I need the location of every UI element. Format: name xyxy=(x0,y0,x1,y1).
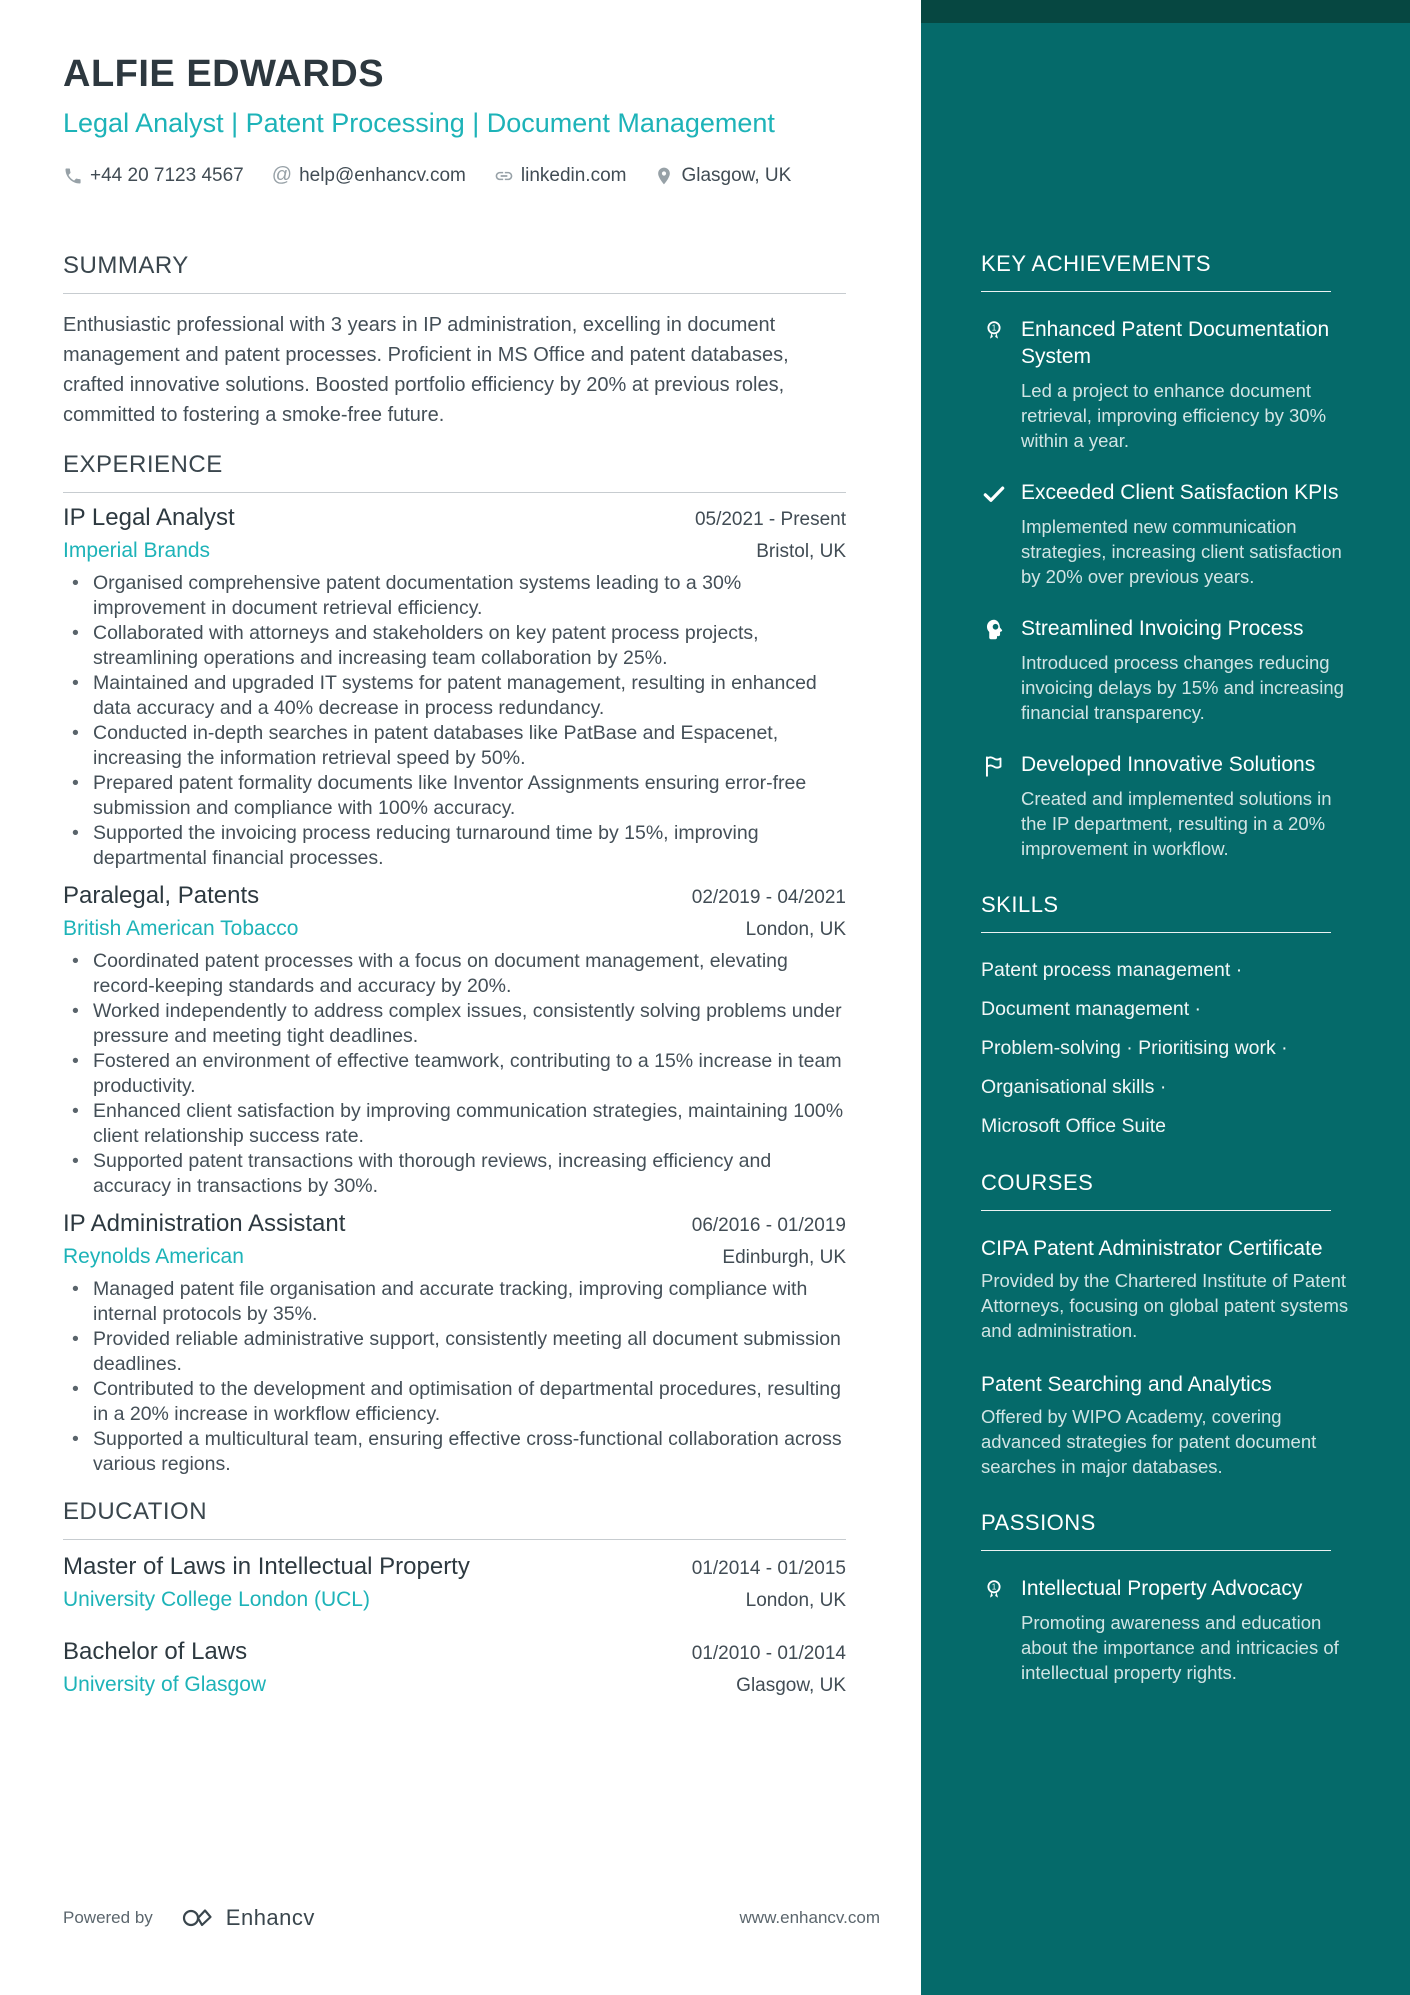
passion-item xyxy=(981,1575,1351,1685)
passion-text: Promoting awareness and education about the importance and intricacies of intellectual property rights. xyxy=(1021,1612,1339,1683)
flag-icon xyxy=(981,751,1007,861)
achievement-item xyxy=(981,615,1351,725)
candidate-headline: Legal Analyst | Patent Processing | Document Management xyxy=(63,108,775,138)
contact-email[interactable] xyxy=(272,164,466,187)
job-bullet: • Provided reliable administrative support, consistently meeting all document submission deadlines. xyxy=(63,1327,846,1377)
job-bullet: • Prepared patent formality documents like Inventor Assignments ensuring error-free submission and compliance with 100% accuracy. xyxy=(63,771,846,821)
medal-icon xyxy=(981,1575,1007,1685)
course-item xyxy=(981,1371,1351,1479)
experience-entry xyxy=(63,881,846,1199)
job-bullet: • Managed patent file organisation and accurate tracking, improving compliance with internal protocols by 35%. xyxy=(63,1277,846,1327)
education-dates: 01/2010 - 01/2014 xyxy=(691,1643,846,1664)
job-bullet: • Fostered an environment of effective teamwork, contributing to a 15% increase in team productivity. xyxy=(63,1049,846,1099)
achievement-text: Implemented new communication strategies, increasing client satisfaction by 20% over previous years. xyxy=(1021,516,1342,587)
course-text: Offered by WIPO Academy, covering advanced strategies for patent document searches in major databases. xyxy=(981,1406,1317,1477)
experience-entry xyxy=(63,503,846,871)
divider xyxy=(981,1210,1331,1211)
experience-entry xyxy=(63,1209,846,1477)
contact-link-value[interactable]: linkedin.com xyxy=(520,164,627,186)
powered-by-label: Powered by xyxy=(63,1908,153,1927)
skill-line[interactable]: Microsoft Office Suite xyxy=(981,1115,1166,1137)
candidate-name: ALFIE EDWARDS xyxy=(63,53,385,95)
achievement-title: Streamlined Invoicing Process xyxy=(1021,617,1304,640)
summary-heading: SUMMARY xyxy=(63,252,189,279)
contact-email-value[interactable]: help@enhancv.com xyxy=(299,164,466,186)
course-item xyxy=(981,1235,1351,1343)
course-title: CIPA Patent Administrator Certificate xyxy=(981,1237,1323,1260)
achievement-text: Led a project to enhance document retrieval, improving efficiency by 30% within a year. xyxy=(1021,380,1327,451)
divider xyxy=(63,1539,846,1540)
education-heading: EDUCATION xyxy=(63,1498,208,1525)
job-bullet: • Conducted in-depth searches in patent databases like PatBase and Espacenet, increasing the information retrieval speed by 50%. xyxy=(63,721,846,771)
contact-location-value: Glasgow, UK xyxy=(681,164,792,186)
experience-heading: EXPERIENCE xyxy=(63,451,223,478)
education-dates: 01/2014 - 01/2015 xyxy=(691,1558,846,1579)
job-bullet-list xyxy=(63,571,846,871)
contact-link[interactable] xyxy=(494,165,627,187)
passion-title: Intellectual Property Advocacy xyxy=(1021,1577,1303,1600)
job-company[interactable]: British American Tobacco xyxy=(63,917,299,940)
job-bullet: • Enhanced client satisfaction by improving communication strategies, maintaining 100% client relationship success rate. xyxy=(63,1099,846,1149)
degree: Bachelor of Laws xyxy=(63,1638,248,1665)
job-bullet-list xyxy=(63,949,846,1199)
school[interactable]: University of Glasgow xyxy=(63,1673,267,1696)
job-dates: 02/2019 - 04/2021 xyxy=(691,887,846,908)
achievement-text: Introduced process changes reducing invoicing delays by 15% and increasing financial transparency. xyxy=(1021,652,1344,723)
experience-section xyxy=(63,450,846,1477)
education-entry xyxy=(63,1637,846,1698)
key-achievements-section xyxy=(981,250,1351,861)
enhancv-logo-icon xyxy=(181,1906,217,1930)
passions-section xyxy=(981,1509,1351,1685)
skill-line[interactable]: Problem-solving · Prioritising work · xyxy=(981,1037,1288,1059)
job-title: Paralegal, Patents xyxy=(63,882,260,909)
courses-heading: COURSES xyxy=(981,1170,1094,1195)
brand-name[interactable]: Enhancv xyxy=(225,1905,315,1930)
svg-text:1: 1 xyxy=(991,323,997,333)
site-url[interactable]: www.enhancv.com xyxy=(739,1908,880,1927)
link-icon xyxy=(494,166,514,186)
job-bullet: • Supported the invoicing process reducing turnaround time by 15%, improving departmental financial processes. xyxy=(63,821,846,871)
sidebar xyxy=(921,0,1410,1995)
divider xyxy=(63,293,846,294)
divider xyxy=(981,1550,1331,1551)
job-location: Edinburgh, UK xyxy=(722,1247,846,1268)
skill-line[interactable]: Document management · xyxy=(981,998,1202,1020)
education-section xyxy=(63,1497,846,1698)
footer xyxy=(63,1905,880,1931)
main-column xyxy=(63,0,846,1698)
location-pin-icon xyxy=(654,166,674,186)
skill-line[interactable]: Patent process management · xyxy=(981,959,1243,981)
job-bullet-list xyxy=(63,1277,846,1477)
key-achievements-heading: KEY ACHIEVEMENTS xyxy=(981,251,1212,276)
enhancv-logo[interactable] xyxy=(181,1905,315,1931)
skill-list xyxy=(981,957,1351,1139)
achievement-item xyxy=(981,751,1351,861)
achievement-item xyxy=(981,316,1351,453)
job-bullet: • Organised comprehensive patent documentation systems leading to a 30% improvement in document retrieval efficiency. xyxy=(63,571,846,621)
svg-text:1: 1 xyxy=(991,1582,997,1592)
skill-line[interactable]: Organisational skills · xyxy=(981,1076,1167,1098)
course-text: Provided by the Chartered Institute of Patent Attorneys, focusing on global patent systems and administration. xyxy=(981,1270,1349,1341)
head-icon xyxy=(981,615,1007,725)
at-icon: @ xyxy=(271,164,293,186)
courses-section xyxy=(981,1169,1351,1479)
job-company[interactable]: Imperial Brands xyxy=(63,539,211,562)
achievement-title: Exceeded Client Satisfaction KPIs xyxy=(1021,481,1339,504)
achievement-text: Created and implemented solutions in the IP department, resulting in a 20% improvement in workflow. xyxy=(1021,788,1332,859)
contact-location xyxy=(654,165,791,187)
summary-section xyxy=(63,251,846,430)
job-title: IP Administration Assistant xyxy=(63,1210,346,1237)
phone-icon xyxy=(63,166,83,186)
divider xyxy=(981,932,1331,933)
skills-section xyxy=(981,891,1351,1139)
contact-phone-value: +44 20 7123 4567 xyxy=(90,164,244,186)
job-bullet: • Maintained and upgraded IT systems for patent management, resulting in enhanced data accuracy and a 40% decrease in process redundancy. xyxy=(63,671,846,721)
job-bullet: • Supported patent transactions with thorough reviews, increasing efficiency and accuracy in transactions by 30%. xyxy=(63,1149,846,1199)
achievement-item xyxy=(981,479,1351,589)
check-icon xyxy=(981,479,1007,589)
course-title: Patent Searching and Analytics xyxy=(981,1373,1272,1396)
job-location: London, UK xyxy=(745,919,846,940)
job-company[interactable]: Reynolds American xyxy=(63,1245,244,1268)
education-location: Glasgow, UK xyxy=(736,1675,846,1696)
passions-heading: PASSIONS xyxy=(981,1510,1096,1535)
degree: Master of Laws in Intellectual Property xyxy=(63,1553,470,1580)
summary-text: Enthusiastic professional with 3 years in IP administration, excelling in document management and patent processes. Proficient in MS Office and patent databases, crafted innovative solutions. Boosted portfolio efficiency by 20% at previous roles, committed to fostering a smoke-free future. xyxy=(63,314,789,426)
divider xyxy=(63,492,846,493)
education-location: London, UK xyxy=(745,1590,846,1611)
achievement-title: Enhanced Patent Documentation System xyxy=(1021,318,1330,368)
school[interactable]: University College London (UCL) xyxy=(63,1588,370,1611)
job-bullet: • Worked independently to address complex issues, consistently solving problems under pressure and meeting tight deadlines. xyxy=(63,999,846,1049)
contact-phone xyxy=(63,165,244,187)
job-dates: 05/2021 - Present xyxy=(694,509,846,530)
divider xyxy=(981,291,1331,292)
job-bullet: • Supported a multicultural team, ensuring effective cross-functional collaboration across various regions. xyxy=(63,1427,846,1477)
education-entry xyxy=(63,1552,846,1613)
sidebar-top-band xyxy=(921,0,1410,23)
job-bullet: • Coordinated patent processes with a focus on document management, elevating record-keeping standards and accuracy by 20%. xyxy=(63,949,846,999)
job-bullet: • Contributed to the development and optimisation of departmental procedures, resulting in a 20% increase in workflow efficiency. xyxy=(63,1377,846,1427)
contact-row xyxy=(63,164,846,187)
achievement-title: Developed Innovative Solutions xyxy=(1021,753,1316,776)
skills-heading: SKILLS xyxy=(981,892,1059,917)
job-title: IP Legal Analyst xyxy=(63,504,235,531)
medal-icon xyxy=(981,316,1007,453)
job-location: Bristol, UK xyxy=(756,541,846,562)
job-dates: 06/2016 - 01/2019 xyxy=(691,1215,846,1236)
job-bullet: • Collaborated with attorneys and stakeholders on key patent process projects, streamlining operations and increasing team collaboration by 25%. xyxy=(63,621,846,671)
